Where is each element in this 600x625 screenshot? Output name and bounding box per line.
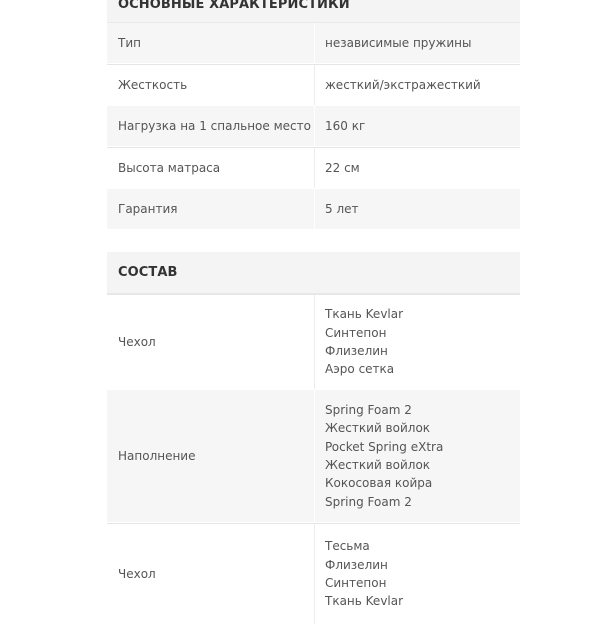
spec-key: Высота матраса — [107, 148, 315, 188]
section-title-composition: СОСТАВ — [107, 252, 520, 294]
spec-row — [107, 23, 520, 64]
composition-value: Pocket Spring eXtra — [325, 439, 444, 454]
spec-value: 22 см — [325, 161, 360, 175]
composition-value: Жесткий войлок — [325, 458, 431, 472]
spec-value: 160 кг — [325, 119, 366, 133]
composition-values — [315, 295, 520, 389]
spec-key: Гарантия — [107, 189, 315, 229]
composition-value: Флизелин — [325, 557, 388, 572]
spec-row — [107, 147, 520, 189]
composition-key: Чехол — [107, 295, 315, 389]
spec-value: жесткий/экстражесткий — [325, 78, 481, 92]
composition-value: Spring Foam 2 — [325, 403, 412, 418]
composition-values — [315, 524, 520, 624]
composition-value: Синтепон — [325, 325, 387, 340]
section-title-specs: ОСНОВНЫЕ ХАРАКТЕРИСТИКИ — [107, 0, 520, 23]
composition-value: Spring Foam 2 — [325, 494, 412, 509]
composition-key: Наполнение — [107, 390, 315, 522]
product-characteristics — [107, 0, 520, 625]
section-gap — [107, 230, 520, 252]
spec-row — [107, 189, 520, 230]
composition-value: Синтепон — [325, 576, 387, 590]
spec-value: независимые пружины — [325, 36, 472, 50]
composition-value: Жесткий войлок — [325, 421, 431, 436]
spec-row — [107, 106, 520, 147]
composition-row — [107, 390, 520, 523]
composition-row — [107, 294, 520, 390]
composition-row — [107, 523, 520, 625]
composition-value: Тесьма — [325, 539, 370, 554]
spec-key: Жесткость — [107, 65, 315, 105]
spec-key: Тип — [107, 23, 315, 63]
spec-key: Нагрузка на 1 спальное место — [107, 106, 315, 146]
spec-value: 5 лет — [325, 202, 359, 216]
composition-value: Ткань Kevlar — [325, 307, 404, 322]
composition-value: Кокосовая койра — [325, 476, 433, 491]
composition-key: Чехол — [107, 524, 315, 624]
composition-value: Аэро сетка — [325, 362, 395, 377]
composition-value: Флизелин — [325, 344, 388, 358]
spec-row — [107, 64, 520, 106]
composition-value: Ткань Kevlar — [325, 594, 404, 609]
composition-values — [315, 390, 520, 522]
